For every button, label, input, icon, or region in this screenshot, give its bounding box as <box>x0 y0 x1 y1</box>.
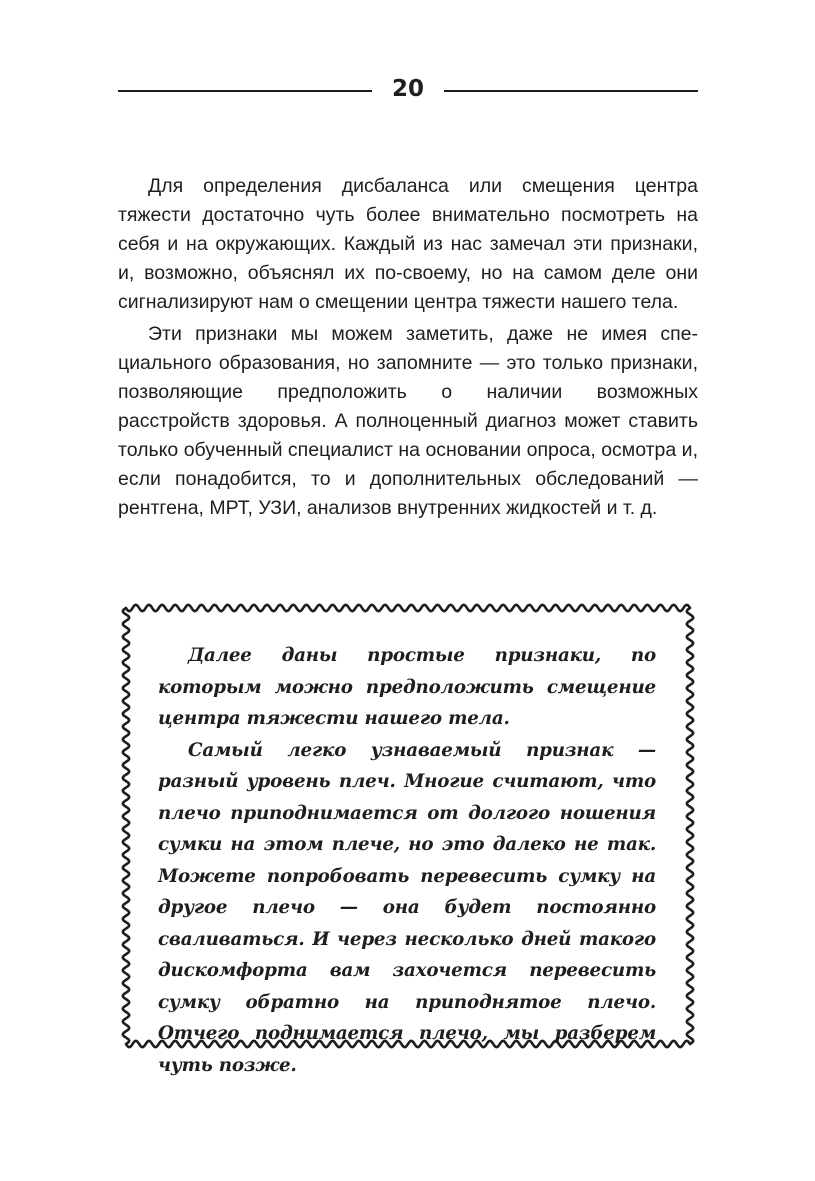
page-header <box>118 74 698 104</box>
callout-paragraph-1: Далее даны простые признаки, по которым можно предположить смещение центра тяжести нашего тела. <box>158 645 656 729</box>
header-rule-left <box>118 90 372 92</box>
callout-text <box>158 640 656 1081</box>
header-rule-right <box>444 90 698 92</box>
body-paragraph-2: Эти признаки мы можем заметить, даже не имея специального образования, но запомните — это только признаки, позволяющие предположить о наличии возможных расстройств здоровья. А полноценный диагноз может ставить только обученный специалист на основании опроса, осмотра и, если понадобится, то и дополнительных обследований — рентгена, МРТ, УЗИ, анализов внутренних жидкостей и т. д. <box>118 323 698 519</box>
callout-paragraph-2: Самый легко узнаваемый признак — разный уровень плеч. Многие считают, что плечо приподнимается от долгого ношения сумки на этом плече, но это далеко не так. Можете попробовать перевесить сумку на другое плечо — она будет постоянно сваливаться. И через несколько дней такого дискомфорта вам захочется перевесить сумку обратно на приподнятое плечо. Отчего поднимается плечо, мы разберем чуть позже. <box>158 739 656 1076</box>
page-number: 20 <box>391 76 424 102</box>
callout-box <box>118 600 698 1076</box>
body-paragraph-1: Для определения дисбаланса или смещения центра тяжести достаточно чуть более внимательно посмотреть на себя и на окружающих. Каждый из нас замечал эти признаки, и, возможно, объяснял их по-своему, но на самом деле они сигнализируют нам о смещении центра тяжести нашего тела. <box>118 175 698 313</box>
body-text <box>118 172 698 526</box>
